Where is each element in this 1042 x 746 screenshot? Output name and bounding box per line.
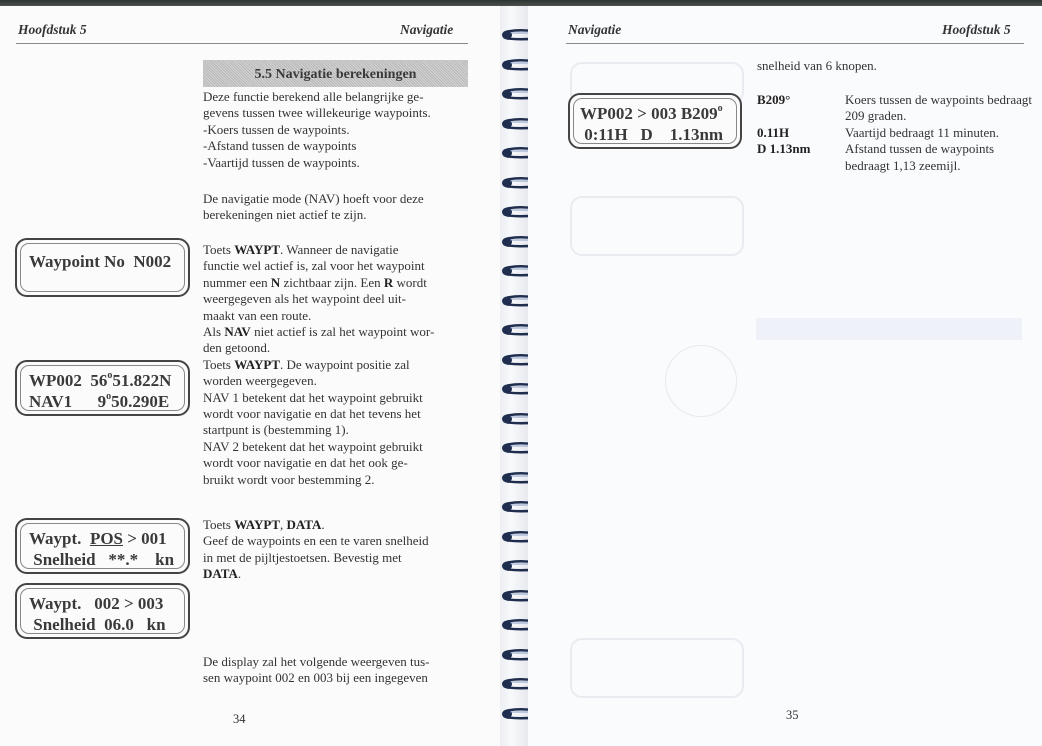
legend-row (757, 141, 1035, 174)
lcd-label: Waypt. (29, 529, 82, 548)
lcd-line (29, 614, 176, 635)
lcd-line (580, 103, 728, 124)
text-line: worden weergegeven. (203, 373, 317, 389)
text: , (280, 517, 287, 532)
text: zichtbaar zijn. Een (280, 274, 384, 290)
legend-value: Vaartijd bedraagt 11 minuten. (845, 124, 1000, 140)
text-line (203, 324, 478, 340)
text: . (237, 566, 242, 582)
lcd-label: Waypt. (29, 594, 82, 613)
header-rule (16, 43, 468, 44)
lcd-route: 002 > 003 (94, 594, 164, 613)
lcd-nav-mode: NAV1 (29, 392, 73, 411)
text: Als (203, 324, 225, 340)
calculation-legend (757, 92, 1035, 174)
lcd-screen (573, 98, 737, 144)
intro-paragraph (203, 89, 473, 171)
bullet-item: -Afstand tussen de waypoints (203, 138, 357, 154)
lcd-screen (20, 523, 185, 569)
lcd-line (29, 549, 176, 570)
text-line: gevens tussen twee willekeurige waypoints. (203, 105, 431, 121)
key-data: DATA (286, 517, 322, 532)
continuation-text: snelheid van 6 knopen. (757, 58, 877, 73)
lcd-speed-label: Snelheid (33, 615, 96, 634)
legend-key: B209° (757, 92, 791, 107)
lcd-route-end: > 001 (123, 529, 167, 548)
text-line: wordt voor navigatie en dat het ook ge- (203, 455, 408, 471)
lcd-display-speed-set (15, 583, 190, 639)
text: Toets (203, 356, 235, 372)
lcd-waypoint: WP002 (29, 371, 82, 390)
key-data: DATA (203, 566, 238, 582)
lcd-time-distance: 0:11H D 1.13nm (584, 125, 724, 144)
display-paragraph (203, 654, 478, 687)
lcd-speed-label: Snelheid (33, 550, 96, 569)
lcd-screen (20, 365, 185, 411)
lcd-speed-value: **.* (108, 550, 139, 569)
lcd-latitude-degrees: 56 (90, 371, 108, 390)
text: Toets (203, 242, 235, 257)
lcd-line (29, 528, 176, 549)
legend-key: D 1.13nm (757, 141, 811, 157)
degree-symbol: o (717, 103, 723, 114)
text-line (203, 566, 478, 582)
text-line: Deze functie berekend alle belangrijke ge- (203, 89, 424, 104)
running-head-chapter: Hoofdstuk 5 (18, 22, 87, 37)
text-line: maakt van een route. (203, 307, 312, 323)
lcd-screen (20, 588, 185, 634)
degree-symbol: o (106, 391, 112, 402)
key-r: R (383, 274, 394, 290)
text: . (321, 517, 325, 532)
data-paragraph (203, 517, 478, 583)
lcd-speed-value: 06.0 (104, 615, 134, 634)
text-line: weergegeven als het waypoint deel uit- (203, 291, 406, 307)
text-line: startpunt is (bestemming 1). (203, 422, 349, 438)
section-heading: 5.5 Navigatie berekeningen (203, 60, 468, 87)
lcd-display-calculation (568, 93, 742, 149)
bullet-item: -Vaartijd tussen de waypoints. (203, 154, 360, 170)
text: niet actief is zal het waypoint wor- (250, 324, 435, 340)
text-line: den getoond. (203, 340, 271, 356)
text-line: Geef de waypoints en een te varen snelheid (203, 533, 429, 549)
running-head-chapter: Hoofdstuk 5 (942, 22, 1011, 37)
legend-value: Afstand tussen de waypoints bedraagt 1,13 zeemijl. (845, 141, 995, 173)
lcd-display-position (15, 360, 190, 416)
key-waypt: WAYPT (234, 356, 280, 372)
text-line: berekeningen niet actief te zijn. (203, 207, 367, 223)
lcd-speed-unit: kn (146, 615, 166, 634)
text-line: wordt voor navigatie en dat het tevens het (203, 406, 421, 422)
text-line: De navigatie mode (NAV) hoeft voor deze (203, 191, 424, 206)
lcd-line (29, 370, 176, 391)
lcd-line (29, 593, 176, 614)
show-through-banner (756, 318, 1022, 340)
text: . Wanneer de navigatie (280, 242, 399, 257)
lcd-screen (20, 243, 185, 292)
text-line: bruikt wordt voor bestemming 2. (203, 471, 375, 487)
lcd-speed-unit: kn (155, 550, 175, 569)
key-waypt: WAYPT (234, 242, 280, 257)
show-through-artifact (570, 196, 744, 256)
text-line (203, 242, 478, 258)
bullet-item: -Koers tussen de waypoints. (203, 121, 350, 137)
page-number-right: 35 (786, 708, 799, 722)
text: wordt (393, 274, 427, 290)
text: . De waypoint positie zal (280, 356, 410, 372)
key-nav: NAV (224, 324, 251, 340)
text: nummer een (203, 274, 271, 290)
text-line (203, 357, 478, 373)
lcd-display-speed-input (15, 518, 190, 574)
waypt-paragraph-1 (203, 242, 478, 488)
key-n: N (270, 274, 281, 290)
lcd-line (29, 391, 176, 412)
legend-key: 0.11H (757, 124, 790, 140)
text: Toets (203, 517, 235, 532)
lcd-pos-cursor: POS (89, 529, 123, 548)
running-head-section: Navigatie (400, 22, 454, 37)
text-line: in met de pijltjestoetsen. Bevestig met (203, 549, 402, 565)
text-line: functie wel actief is, zal voor het waypoint (203, 258, 425, 274)
lcd-longitude-degrees: 9 (97, 392, 107, 411)
show-through-circle (665, 345, 737, 417)
nav-note-paragraph (203, 191, 473, 224)
text-line (203, 517, 478, 533)
legend-row (757, 125, 1035, 141)
page-number-left: 34 (233, 712, 246, 726)
legend-row (757, 92, 1035, 125)
lcd-display-waypoint-no (15, 238, 190, 297)
running-head-section: Navigatie (568, 22, 622, 37)
degree-symbol: o (107, 370, 113, 381)
header-rule (566, 43, 1024, 44)
text-line: De display zal het volgende weergeven tus- (203, 654, 430, 669)
lcd-longitude-minutes: 50.290E (111, 392, 170, 411)
legend-value: Koers tussen de waypoints bedraagt 209 graden. (845, 92, 1033, 124)
text-line: sen waypoint 002 en 003 bij een ingegeven (203, 670, 428, 686)
lcd-latitude-minutes: 51.822N (112, 371, 172, 390)
lcd-line: Waypoint No N002 (29, 252, 172, 271)
show-through-artifact (570, 638, 744, 698)
text-line (203, 275, 478, 291)
lcd-route-bearing: WP002 > 003 B209 (580, 104, 718, 123)
key-waypt: WAYPT (234, 517, 280, 532)
text-line: NAV 1 betekent dat het waypoint gebruikt (203, 389, 423, 405)
lcd-line (580, 124, 728, 145)
text-line: NAV 2 betekent dat het waypoint gebruikt (203, 438, 423, 454)
